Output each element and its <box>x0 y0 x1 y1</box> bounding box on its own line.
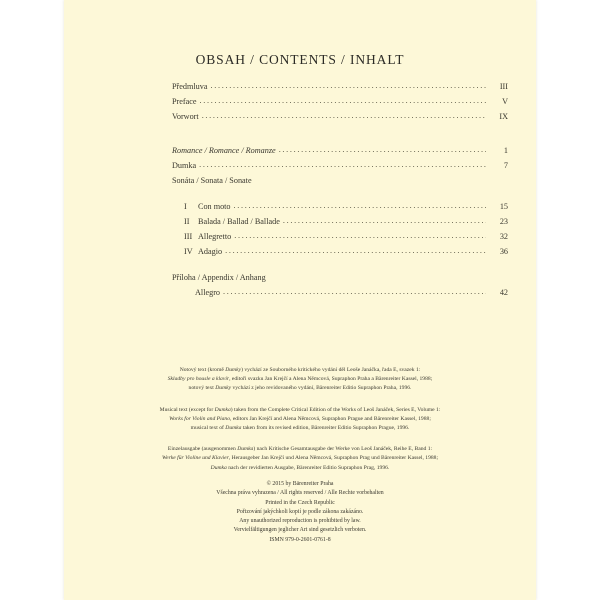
dot-leader <box>255 174 486 183</box>
dot-leader <box>223 286 486 295</box>
note-title-italic: Dumky <box>225 367 242 373</box>
toc-group-front-matter <box>64 80 536 125</box>
toc-entry-movement-2 <box>64 215 536 230</box>
edition-notes <box>64 366 536 485</box>
dot-leader <box>202 110 486 119</box>
copyright-line-german-notice: Vervielfältigungen jeglicher Art sind gesetzlich verboten. <box>233 527 367 534</box>
toc-entry-page: 7 <box>503 161 508 170</box>
toc-group-movements <box>64 200 536 260</box>
dot-leader <box>210 80 486 89</box>
note-line <box>100 366 500 375</box>
toc-entry-label: Předmluva <box>172 82 208 91</box>
note-line <box>100 375 500 384</box>
dot-leader <box>283 215 486 224</box>
dot-leader <box>269 271 486 280</box>
copyright-line-printed: Printed in the Czech Republic <box>265 499 335 506</box>
note-title-italic: Dumka <box>237 446 254 453</box>
toc-entry-label: Sonáta / Sonata / Sonate <box>172 176 252 185</box>
toc-entry-label: Balada / Ballad / Ballade <box>198 217 280 226</box>
toc-entry-page: 1 <box>503 146 508 155</box>
note-text: Notový text (kromě <box>179 367 226 373</box>
dot-leader <box>234 230 486 239</box>
note-text: , editors Jan Krejčí and Alena Němcová, Supraphon Prague and Bärenreiter Kassel, 1988; <box>230 415 431 422</box>
note-text: Musical text (except for <box>159 406 215 413</box>
toc-entry-page: 32 <box>499 232 508 241</box>
ismn-number: ISMN 979-0-2601-0761-8 <box>269 536 331 543</box>
toc-entry-page: III <box>499 82 508 91</box>
toc-entry-movement-4 <box>64 245 536 260</box>
note-text: notový text <box>188 385 216 392</box>
toc-entry-predmluva <box>64 80 536 95</box>
dot-leader <box>234 200 486 209</box>
note-text: , editoři svazku Jan Krejčí a Alena Němcová, Supraphon Praha a Bärenreiter Kassel, 1988; <box>229 376 433 383</box>
toc-entry-allegro <box>64 286 536 301</box>
toc-entry-label: Allegretto <box>198 232 232 241</box>
toc-entry-label: Con moto <box>198 202 231 211</box>
movement-numeral: IV <box>184 247 193 256</box>
note-text: , Herausgeber Jan Krejčí und Alena Němcová, Supraphon Prag und Bärenreiter Kassel, 1988; <box>228 455 439 462</box>
table-of-contents <box>64 80 536 301</box>
movement-numeral: II <box>184 217 190 226</box>
toc-entry-dumka <box>64 159 536 174</box>
copyright-line-rights: Všechna práva vyhrazena / All rights reserved / Alle Rechte vorbehalten <box>216 490 384 497</box>
toc-entry-vorwort <box>64 110 536 125</box>
dot-leader <box>199 159 486 168</box>
note-line <box>100 406 500 415</box>
toc-group-appendix <box>64 271 536 301</box>
edition-note-german <box>100 445 500 473</box>
copyright-line-english-notice: Any unauthorized reproduction is prohibited by law. <box>239 518 361 525</box>
toc-heading-sonata <box>64 174 536 189</box>
note-text: musical text of <box>190 425 226 432</box>
note-title-italic: Dumka <box>214 406 231 413</box>
note-text: ) taken from the Complete Critical Edition of the Works of Leoš Janáček, Series E, Volume 1: <box>230 406 441 413</box>
note-text: taken from its revised edition, Bärenreiter Editio Supraphon Prague, 1996. <box>241 425 410 432</box>
note-title-italic: Werke für Violine und Klavier <box>161 455 229 462</box>
note-text: ) vychází ze Souborného kritického vydání děl Leoše Janáčka, řada E, svazek 1: <box>241 367 421 373</box>
movement-numeral: III <box>184 232 193 241</box>
toc-entry-label: Romance / Romance / Romanze <box>172 146 276 155</box>
toc-entry-movement-3 <box>64 230 536 245</box>
note-line <box>100 445 500 454</box>
toc-entry-page: 23 <box>499 217 508 226</box>
toc-spacer <box>64 189 536 200</box>
note-text: nach der revidierten Ausgabe, Bärenreiter Editio Supraphon Prag, 1996. <box>226 464 390 471</box>
toc-entry-label: Příloha / Appendix / Anhang <box>172 273 266 282</box>
printed-page-sheet <box>64 0 536 600</box>
note-text: ) nach Kritische Gesamtausgabe der Werke von Leoš Janáček, Reihe E, Band 1: <box>253 446 433 453</box>
note-title-italic: Dumky <box>215 385 232 392</box>
toc-spacer <box>64 125 536 144</box>
toc-entry-page: IX <box>499 112 508 121</box>
note-title-italic: Dumka <box>225 425 242 432</box>
copyright-block <box>64 480 536 545</box>
toc-entry-page: 15 <box>499 202 508 211</box>
note-line <box>100 464 500 473</box>
toc-entry-label: Preface <box>172 97 197 106</box>
note-title-italic: Dumka <box>210 464 227 471</box>
page-content <box>64 0 536 600</box>
note-text: vychází z jeho revidovaného vydání, Bärenreiter Editio Supraphon Praha, 1996. <box>231 385 412 392</box>
note-text: Einzelausgabe (ausgenommen <box>167 446 238 453</box>
note-line <box>100 384 500 393</box>
note-line <box>100 424 500 433</box>
note-title-italic: Skladby pro housle a klavír <box>167 376 230 383</box>
copyright-line-publisher: © 2015 by Bärenreiter Praha <box>266 481 334 487</box>
dot-leader <box>279 144 486 153</box>
toc-entry-label: Dumka <box>172 161 197 170</box>
toc-heading-appendix <box>64 271 536 286</box>
page-title: OBSAH / CONTENTS / INHALT <box>195 52 405 67</box>
toc-entry-label: Allegro <box>195 288 221 297</box>
note-line <box>100 454 500 463</box>
edition-note-english <box>100 406 500 434</box>
toc-spacer <box>64 260 536 271</box>
dot-leader <box>225 245 486 254</box>
toc-entry-page: 42 <box>499 288 508 297</box>
toc-entry-label: Vorwort <box>172 112 199 121</box>
toc-entry-preface <box>64 95 536 110</box>
edition-note-czech <box>100 366 500 394</box>
note-title-italic: Works for Violin and Piano <box>169 415 231 422</box>
toc-entry-label: Adagio <box>198 247 223 256</box>
toc-entry-page: 36 <box>499 247 508 256</box>
toc-group-works <box>64 144 536 189</box>
toc-entry-romance <box>64 144 536 159</box>
dot-leader <box>200 95 486 104</box>
note-line <box>100 415 500 424</box>
movement-numeral: I <box>184 202 187 211</box>
copyright-line-czech-notice: Pořizování jakýchkoli kopií je podle zákona zakázáno. <box>236 508 364 515</box>
toc-entry-page: V <box>502 97 508 106</box>
toc-entry-movement-1 <box>64 200 536 215</box>
